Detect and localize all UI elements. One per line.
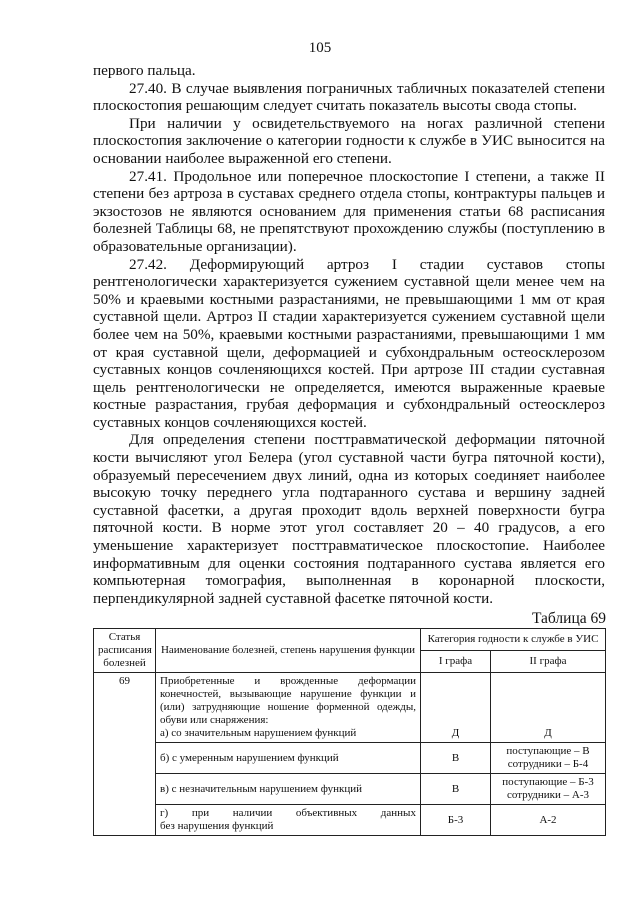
row-col2-line: сотрудники – А-3 — [506, 789, 590, 801]
word: г) — [160, 807, 169, 819]
header-name: Наименование болезней, степень нарушения функции — [156, 629, 421, 673]
row-col1: Д — [421, 673, 491, 743]
table-row — [94, 673, 606, 743]
table-header-row — [94, 629, 606, 651]
row-name — [156, 805, 421, 836]
header-col2: II графа — [491, 651, 606, 673]
row-col1: В — [421, 774, 491, 805]
paragraph: Для определения степени посттравматической деформации пяточной кости вычисляют угол Белера (угол суставной части бугра пяточной кости), образуемый пересечением двух линий, одна из которых соединяет наиболее высокую точку переднего угла подтаранного сустава и вершину задней суставной фасетки, а другая проходит вдоль верхней поверхности бугра пяточной кости. В норме этот угол составляет 20 – 40 градусов, а его уменьшение характеризует посттравматическое плоскостопие. Наиболее информативным для оценки состояния подтаранного сустава является его компьютерная томография, выполненная в коронарной плоскости, перпендикулярной задней суставной фасетке пяточной кости. — [93, 431, 605, 607]
article-number: 69 — [94, 673, 156, 836]
row-col2 — [491, 774, 606, 805]
word: при — [191, 807, 210, 819]
word: объективных — [295, 807, 358, 819]
paragraph: 27.40. В случае выявления пограничных табличных показателей степени плоскостопия решающим следует считать показатель высоты свода стопы. — [93, 79, 605, 115]
row-col2-line: поступающие – В — [506, 745, 590, 757]
table-row — [94, 774, 606, 805]
row-col1: Б-3 — [421, 805, 491, 836]
paragraph: 27.41. Продольное или поперечное плоскостопие I степени, а также II степени без артроза в суставах среднего отдела стопы, контрактуры пальцев и экзостозов не являются основанием для применения статьи 68 расписания болезней Таблицы 68, не препятствуют прохождению службы (поступлению в образовательные организации). — [93, 167, 605, 255]
row-name-first-line — [160, 807, 416, 820]
paragraph: первого пальца. — [93, 62, 196, 79]
table-row — [94, 805, 606, 836]
page-number: 105 — [308, 40, 332, 56]
word: данных — [380, 807, 416, 819]
row-col2-line: сотрудники – Б-4 — [507, 758, 589, 770]
header-col1: I графа — [421, 651, 491, 673]
row-col2: А-2 — [491, 805, 606, 836]
table-row — [94, 743, 606, 774]
header-article: Статья расписания болезней — [94, 629, 156, 673]
diseases-table — [93, 628, 606, 836]
word: наличии — [232, 807, 273, 819]
row-name — [156, 673, 421, 743]
header-category: Категория годности к службе в УИС — [421, 629, 606, 651]
row-name: б) с умеренным нарушением функций — [156, 743, 421, 774]
body-text — [93, 62, 605, 607]
row-name: в) с незначительным нарушением функций — [156, 774, 421, 805]
row-intro: Приобретенные и врожденные деформации конечностей, вызывающие нарушение функции и (или) затрудняющие ношение форменной одежды, обуви или снаряжения: — [160, 675, 416, 726]
row-col2: Д — [491, 673, 606, 743]
table-caption: Таблица 69 — [531, 610, 606, 627]
row-col2 — [491, 743, 606, 774]
row-col2-line: поступающие – Б-3 — [502, 776, 594, 788]
row-col1: В — [421, 743, 491, 774]
paragraph: 27.42. Деформирующий артроз I стадии суставов стопы рентгенологически характеризуется сужением суставной щели менее чем на 50% и краевыми костными разрастаниями, не превышающими 1 мм от края суставной щели. Артроз II стадии характеризуется сужением суставной щели более чем на 50%, краевыми костными разрастаниями, превышающими 1 мм от края суставной щели, деформацией и субхондральным остеосклерозом суставных концов сочленяющихся костей. При артрозе III стадии суставная щель рентгенологически не определяется, имеются выраженные краевые костные разрастания, грубая деформация и субхондральный остеосклероз суставных концов сочленяющихся костей. — [93, 255, 605, 431]
paragraph: При наличии у освидетельствуемого на ногах различной степени плоскостопия заключение о категории годности к службе в УИС выносится на основании наиболее выраженной его степени. — [93, 114, 605, 167]
row-name-text: а) со значительным нарушением функций — [160, 727, 357, 739]
row-name-second-line: без нарушения функций — [160, 820, 274, 832]
